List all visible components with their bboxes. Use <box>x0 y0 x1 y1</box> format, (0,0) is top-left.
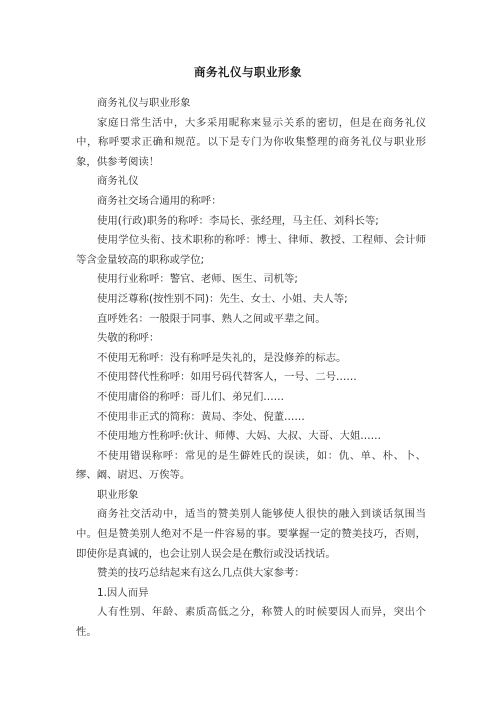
paragraph: 使用泛尊称(按性别不同)：先生、女士、小姐、夫人等; <box>97 292 348 305</box>
paragraph: 不使用地方性称呼:伙计、师傅、大妈、大叔、大哥、大姐…… <box>97 430 382 443</box>
paragraph: 使用行业称呼：警官、老师、医生、司机等; <box>97 273 298 286</box>
paragraph: 不使用错误称呼：常见的是生僻姓氏的误读，如：仇、单、朴、卜、缪、阚、尉迟、万俟等。 <box>76 449 426 482</box>
paragraph: 不使用无称呼：没有称呼是失礼的，是没修养的标志。 <box>97 351 347 364</box>
paragraph: 商务社交场合通用的称呼： <box>97 194 222 207</box>
paragraph: 失敬的称呼： <box>97 332 160 345</box>
paragraph: 职业形象 <box>97 488 139 501</box>
paragraph: 不使用替代性称呼：如用号码代替客人，一号、二号…… <box>97 371 357 384</box>
paragraph: 商务礼仪 <box>97 175 139 188</box>
paragraph: 不使用非正式的简称：黄局、李处、倪董…… <box>97 410 305 423</box>
paragraph: 使用学位头衔、技术职称的称呼：博士、律师、教授、工程师、会计师等含金量较高的职称或学位; <box>76 234 426 266</box>
paragraph: 家庭日常生活中，大多采用昵称来显示关系的密切，但是在商务礼仪中，称呼要求正确和规范。以下是专门为你收集整理的商务礼仪与职业形象，供参考阅读！ <box>76 116 426 168</box>
paragraph: 商务礼仪与职业形象 <box>97 97 191 109</box>
paragraph: 使用(行政)职务的称呼：李局长、张经理，马主任、刘科长等; <box>97 214 379 227</box>
document-body <box>76 94 426 643</box>
paragraph: 不使用庸俗的称呼：哥儿们、弟兄们…… <box>97 390 285 403</box>
paragraph: 直呼姓名：一般限于同事、熟人之间或平辈之间。 <box>97 312 326 325</box>
paragraph: 人有性别、年龄、素质高低之分，称赞人的时候要因人而异，突出个性。 <box>76 606 426 639</box>
paragraph: 1.因人而异 <box>97 586 149 599</box>
paragraph: 商务社交活动中，适当的赞美别人能够使人很快的融入到谈话氛围当中。但是赞美别人绝对不是一件容易的事。要掌握一定的赞美技巧，否则，即使你是真诚的，也会让别人误会是在敷衍或没话找话。 <box>76 508 426 560</box>
paragraph: 赞美的技巧总结起来有这么几点供大家参考： <box>97 567 305 580</box>
document-title: 商务礼仪与职业形象 <box>194 65 302 79</box>
